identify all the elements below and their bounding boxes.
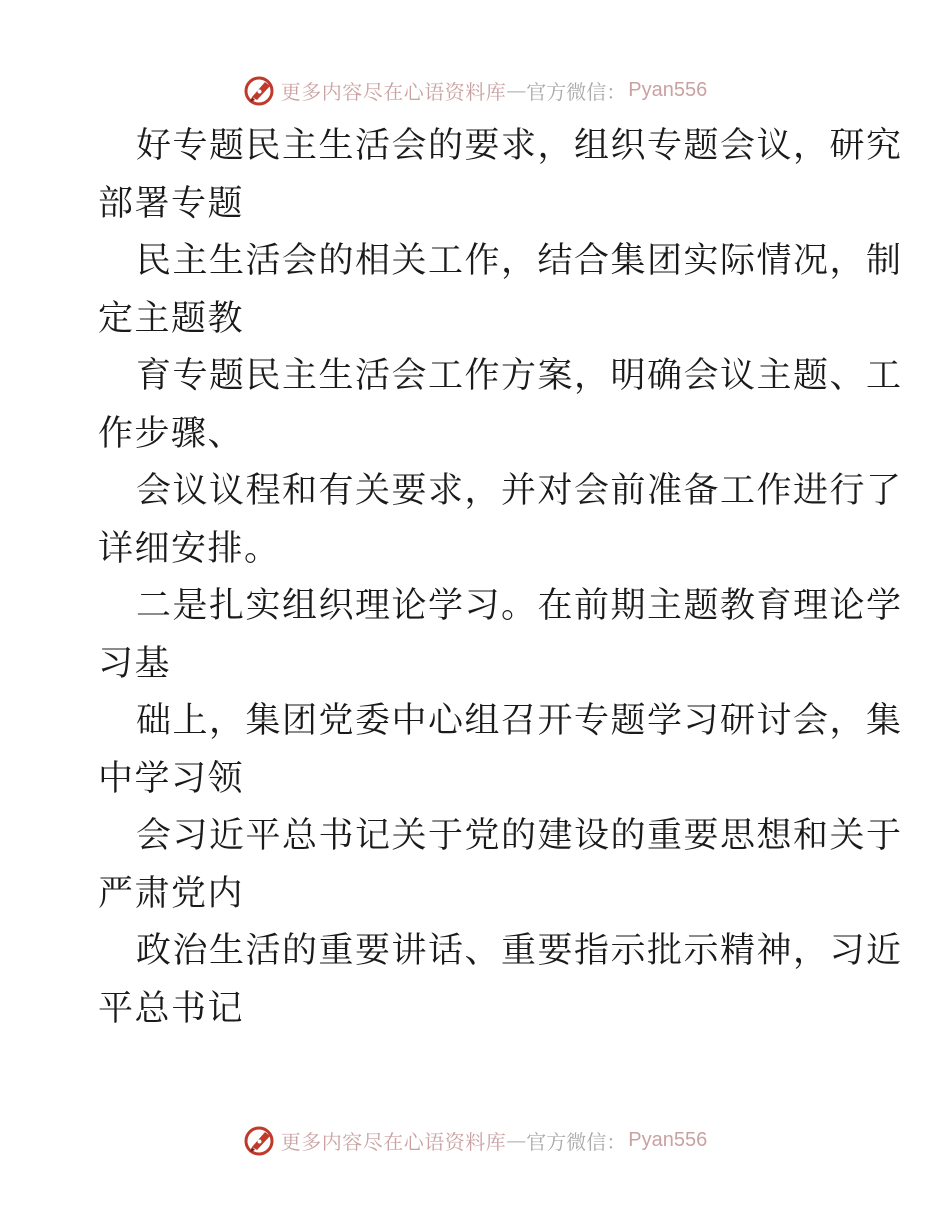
banner-wechat-id: Pyan556 [628,1128,708,1151]
banner-main-text: 更多内容尽在心语资料库 [280,79,507,104]
text-line: 民主生活会的相关工作，结合集团实际情况，制 [136,241,903,281]
banner-separator: — [506,78,527,102]
text-line: 育专题民主生活会工作方案，明确会议主题、工 [136,356,903,396]
text-line: 会议议程和有关要求，并对会前准备工作进行了 [136,471,903,511]
text-line: 严肃党内 [98,873,245,914]
banner-main-text: 更多内容尽在心语资料库 [280,1129,507,1154]
text-line: 政治生活的重要讲话、重要指示批示精神，习近 [136,931,903,971]
text-line: 好专题民主生活会的要求，组织专题会议，研究 [136,126,903,166]
banner-wechat-label: 官方微信： [526,1129,627,1154]
text-line: 作步骤、 [98,413,245,454]
pen-nib-logo-icon [243,73,277,107]
text-line: 详细安排。 [98,528,281,569]
banner-wechat-label: 官方微信： [526,79,627,104]
text-line: 平总书记 [98,988,245,1029]
text-line: 会习近平总书记关于党的建设的重要思想和关于 [136,816,903,856]
text-line: 础上，集团党委中心组召开专题学习研讨会，集 [136,701,903,741]
text-line: 定主题教 [98,298,245,339]
banner-separator: — [506,1128,527,1152]
text-line: 中学习领 [98,758,245,799]
text-line: 二是扎实组织理论学习。在前期主题教育理论学 [136,586,903,626]
pen-nib-logo-icon [243,1123,277,1157]
header-watermark-banner [0,70,950,110]
text-line: 部署专题 [98,183,245,224]
text-line: 习基 [98,643,172,684]
banner-wechat-id: Pyan556 [628,78,708,101]
footer-watermark-banner [0,1120,950,1160]
document-body [98,118,903,1038]
